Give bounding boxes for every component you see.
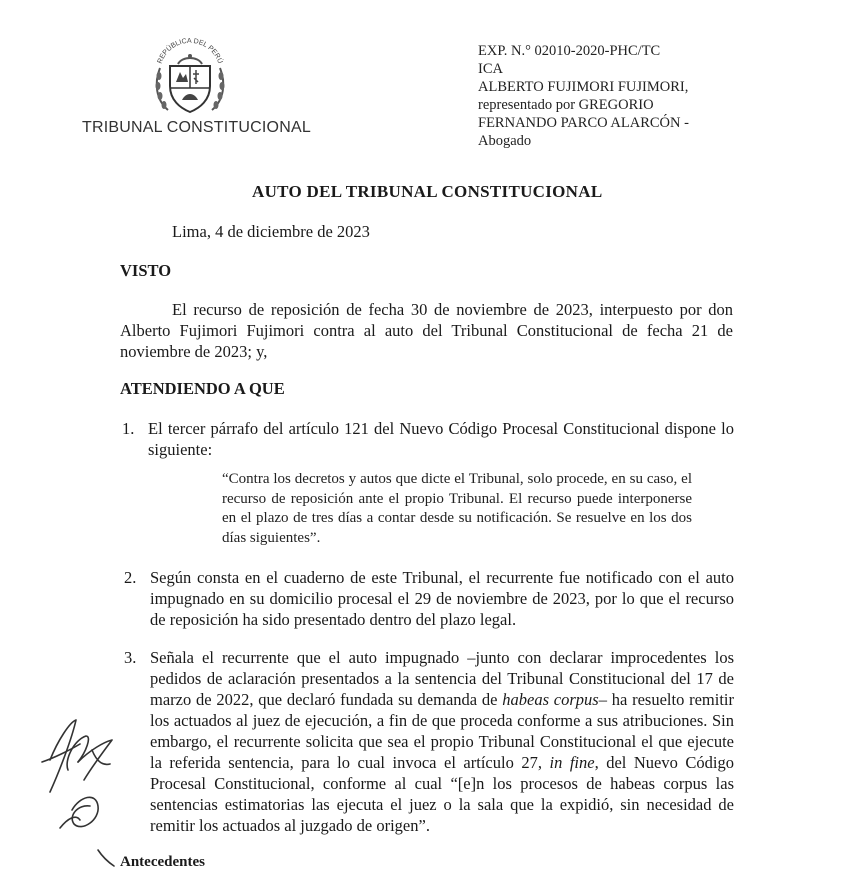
document-title: AUTO DEL TRIBUNAL CONSTITUCIONAL — [252, 182, 603, 201]
case-role: Abogado — [478, 133, 532, 149]
section-heading-visto: VISTO — [120, 261, 172, 280]
item-text-part: Señala el recurrente que el auto impugnado –junto con declarar improcedentes los pedidos de aclaración presentados a la sentencia del Tribunal Constitucional del 17 de marzo de 2022, que declaró fundada su demanda de — [150, 648, 734, 709]
item-text-italic: in fine — [549, 753, 595, 772]
item-text-italic: habeas corpus — [502, 690, 599, 709]
case-info — [478, 42, 689, 150]
section-heading-atendiendo: ATENDIENDO A QUE — [120, 379, 285, 398]
date-line: Lima, 4 de diciembre de 2023 — [172, 222, 370, 241]
coat-of-arms-icon — [150, 28, 230, 118]
item-text-part: – ha resuelto remitir los actuados al juez de ejecución, a fin de que proceda conforme a sus atribuciones. Sin embargo, el recurrente solicita que sea el propio Tribunal Constitucional el que ejecute la referida sentencia, para lo cual invoca el artículo 27, — [150, 690, 734, 772]
institution-name: TRIBUNAL CONSTITUCIONAL — [82, 119, 311, 136]
case-representation: representado por GREGORIO — [478, 97, 654, 113]
item-number: 3. — [124, 648, 137, 667]
signature-icon — [20, 700, 140, 868]
legal-quote: “Contra los decretos y autos que dicte el Tribunal, solo procede, en su caso, el recurso de reposición ante el propio Tribunal. El recurso puede interponerse en el plazo de tres días a contar desde su notificación. Se resuelve en los dos días siguientes”. — [222, 471, 692, 546]
item-text — [150, 647, 734, 836]
visto-paragraph — [120, 299, 733, 362]
case-location: ICA — [478, 61, 503, 77]
item-number: 2. — [124, 568, 137, 587]
item-text-part: , del Nuevo Código Procesal Constitucional, conforme al cual “[e]n los procesos de habeas corpus las sentencias estimatorias las ejecuta el juez o la sala que la expidió, sin necesidad de remitir los actuados al juzgado de origen”. — [150, 753, 734, 835]
emblem-caption: REPÚBLICA DEL PERÚ — [156, 37, 224, 65]
item-number: 1. — [122, 419, 135, 438]
case-party: ALBERTO FUJIMORI FUJIMORI, — [478, 79, 689, 95]
item-text: Según consta en el cuaderno de este Tribunal, el recurrente fue notificado con el auto impugnado en su domicilio procesal el 29 de noviembre de 2023, por lo que el recurso de reposición ha sido presentado dentro del plazo legal. — [150, 568, 734, 629]
item-text: El tercer párrafo del artículo 121 del Nuevo Código Procesal Constitucional dispone lo siguiente: — [148, 419, 734, 459]
visto-text: El recurso de reposición de fecha 30 de noviembre de 2023, interpuesto por don Alberto Fujimori Fujimori contra al auto del Tribunal Constitucional de fecha 21 de noviembre de 2023; y, — [120, 300, 733, 361]
case-number: EXP. N.° 02010-2020-PHC/TC — [478, 43, 661, 59]
section-heading-antecedentes: Antecedentes — [120, 854, 205, 870]
case-representative: FERNANDO PARCO ALARCÓN - — [478, 115, 689, 131]
